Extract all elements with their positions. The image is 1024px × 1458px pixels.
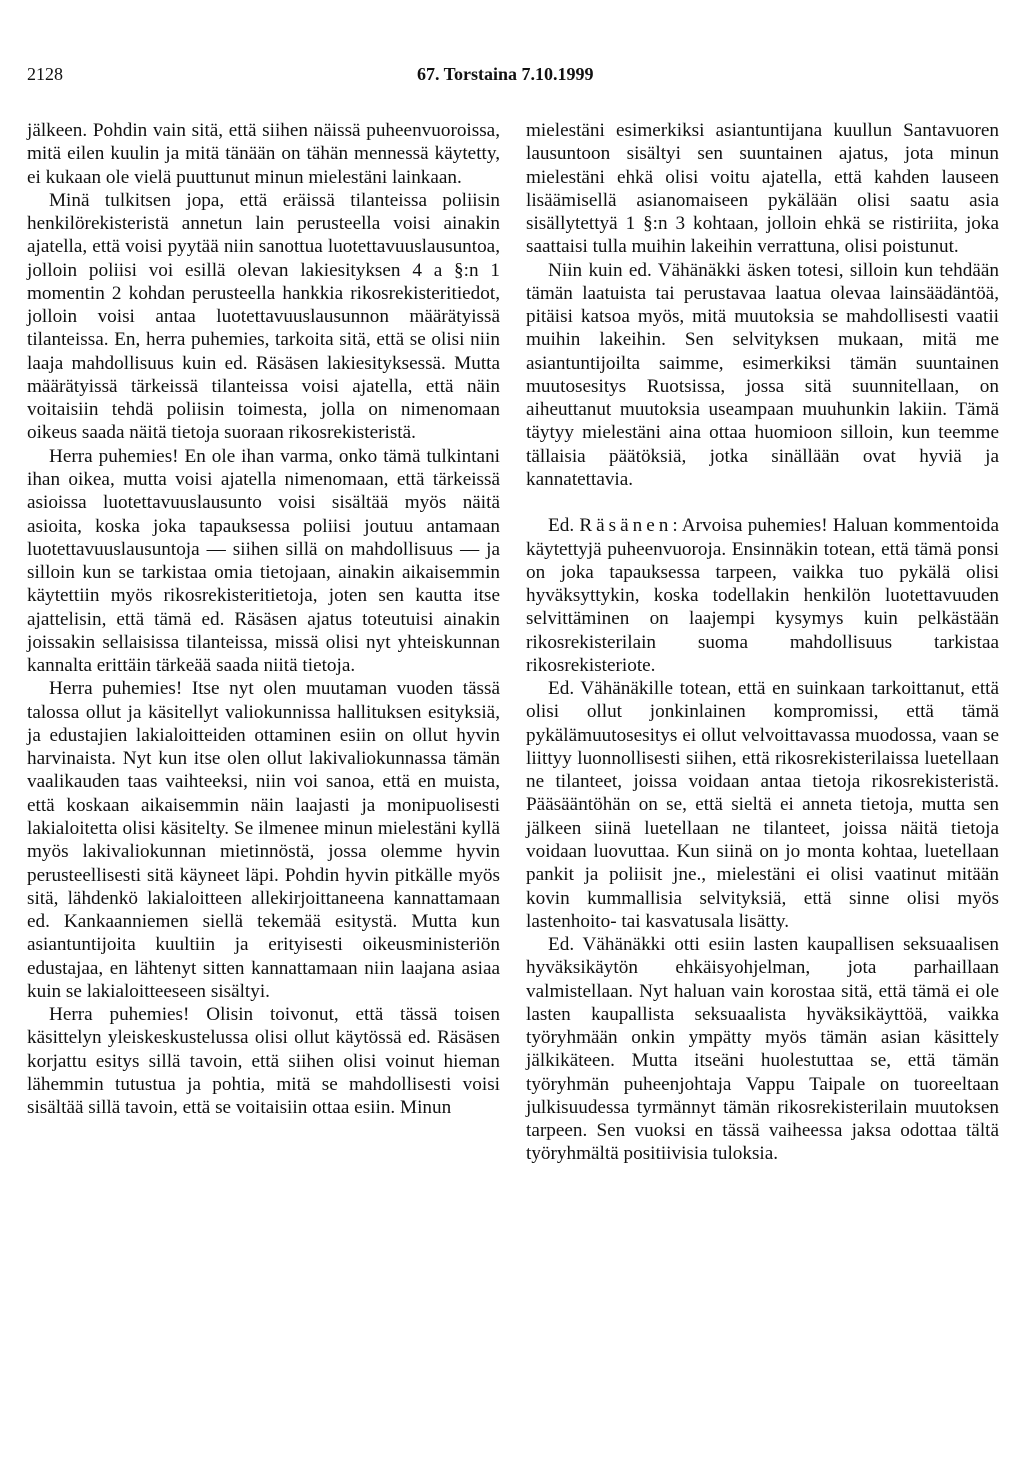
right-column xyxy=(526,119,999,1166)
speaker-prefix: Ed. xyxy=(548,515,580,537)
paragraph: mielestäni esimerkiksi asiantuntijana kuullun Santavuoren lausuntoon sisältyi sen suuntainen ajatus, jota minun mielestäni ehkä olisi voitu ajatella, että kahden lauseen lisäämisellä asianomaiseen pykälään olisi saatu asia sisällytettyä 1 §:n 3 kohtaan, jolloin ehkä se ristiriita, joka saattaisi tulla muihin lakeihin verrattuna, olisi poistunut. xyxy=(526,120,999,258)
page-number: 2128 xyxy=(27,64,63,84)
paragraph: Ed. Vähänäkille totean, että en suinkaan tarkoittanut, että olisi ollut jonkinlainen kompromissi, että tämä pykälämuutosesitys ei ollut velvoittavassa muodossa, vaan se liittyy luonnollisesti siihen, että rikosrekisterilaissa luetellaan ne tilanteet, joissa voidaan antaa tietoja rikosrekisteristä. Pääsääntöhän on se, että sieltä ei anneta tietoja, mutta sen jälkeen siinä luetellaan ne tilanteet, joissa näitä tietoja voidaan luovuttaa. Kun siinä on jo monta kohtaa, luetellaan pankit ja poliisit jne., mielestäni ei olisi vaatinut mitään kovin kummallisia selvityksiä, että sinne olisi myös lastenhoito- tai kasvatusala lisätty. xyxy=(526,678,999,932)
session-title: 67. Torstaina 7.10.1999 xyxy=(417,64,594,84)
paragraph: Herra puhemies! Olisin toivonut, että tässä toisen käsittelyn yleiskeskustelussa olisi ollut käytössä ed. Räsäsen korjattu esitys sillä tavoin, että siihen olisi voinut hieman lähemmin tutustua ja pohtia, mitä se mahdollisesti voisi sisältää sillä tavoin, että se voitaisiin ottaa esiin. Minun xyxy=(27,1004,500,1119)
speaker-name: Räsänen xyxy=(579,515,673,537)
paragraph: Minä tulkitsen jopa, että eräissä tilanteissa poliisin henkilörekisteristä annetun lain perusteella voisi ainakin ajatella, että voisi pyytää niin sanottua luotettavuuslausuntoa, jolloin poliisi voi esillä olevan lakiesityksen 4 a §:n 1 momentin 2 kohdan perusteella hankkia rikosrekisteritiedot, jolloin voisi antaa luotettavuuslausunnon määrätyissä tilanteissa. En, herra puhemies, tarkoita sitä, että se olisi niin laaja mahdollisuus kuin ed. Räsäsen lakiesityksessä. Mutta määrätyissä tärkeissä tilanteissa voisi ajatella, että näin voitaisiin tehdä poliisin toimesta, jolla on nimenomaan oikeus saada näitä tietoja suoraan rikosrekisteristä. xyxy=(27,189,500,444)
paragraph: jälkeen. Pohdin vain sitä, että siihen näissä puheenvuoroissa, mitä eilen kuulin ja mitä tänään on tähän mennessä käytetty, ei kukaan ole vielä puuttunut minun mielestäni lainkaan. xyxy=(27,120,500,188)
paragraph: Niin kuin ed. Vähänäkki äsken totesi, silloin kun tehdään tämän laatuista tai perustavaa laatua olevaa lainsäädäntöä, pitäisi katsoa myös, mitä muutoksia se mahdollisesti vaatii muihin lakeihin. Sen selvityksen mukaan, mitä me asiantuntijoilta saimme, esimerkiksi tämän suuntainen muutosesitys Ruotsissa, jossa sitä suunnitellaan, on aiheuttanut muutoksia useampaan muuhunkin lakiin. Tämä täytyy mielestäni aina ottaa huomioon silloin, kun teemme tällaisia päätöksiä, jotka sinällään ovat hyviä ja kannatettavia. xyxy=(526,259,999,490)
paragraph: Ed. Vähänäkki otti esiin lasten kaupallisen seksuaalisen hyväksikäytön ehkäisyohjelman, jota parhaillaan valmistellaan. Nyt haluan vain korostaa sitä, että tämä ei ole lasten kaupallista seksuaalista hyväksikäyttöä, vaikka työryhmään onkin ympätty myös tämän asian käsittely jälkikäteen. Mutta itseäni huolestuttaa se, että tämän työryhmän puheenjohtaja Vappu Taipale on tuoreeltaan julkisuudessa tyrmännyt tämän rikosrekisterilain muutoksen tarpeen. Sen vuoksi en tässä vaiheessa jaksa odottaa tältä työryhmältä positiivisia tuloksia. xyxy=(526,934,999,1165)
paragraph: Herra puhemies! En ole ihan varma, onko tämä tulkintani ihan oikea, mutta voisi ajatella nimenomaan, että tärkeissä asioissa luotettavuuslausunto voisi sisältää myös näitä asioita, koska joka tapauksessa poliisi joutuu antamaan luotettavuuslausuntoja — siihen sillä on mahdollisuus — ja silloin kun se tarkistaa omia tietojaan, ainakin aikaisemmin käytettiin myös rikosrekisteritietoja, joten sen kautta itse ajattelisin, että tämä ed. Räsäsen ajatus toteutuisi ainakin joissakin sellaisissa tilanteissa, missä olisi nyt yhteiskunnan kannalta erittäin tärkeää saada niitä tietoja. xyxy=(27,445,500,677)
speaker-text: : Arvoisa puhemies! Haluan kommentoida käytettyjä puheenvuoroja. Ensinnäkin totean, että tämä ponsi on joka tapauksessa tarpeen, vaikka tuo pykälä olisi hyväksyttykin, koska todellakin henkilön luotettavuuden selvittäminen on laajempi kysymys kuin pelkästään rikosrekisterilain suoma mahdollisuus tarkistaa rikosrekisteriote. xyxy=(526,515,999,676)
speaker-paragraph xyxy=(526,514,999,677)
left-column xyxy=(27,119,500,1119)
page-header xyxy=(27,62,999,86)
paragraph: Herra puhemies! Itse nyt olen muutaman vuoden tässä talossa ollut ja käsitellyt valiokunnissa hallituksen esityksiä, ja edustajien lakialoitteiden ottaminen esiin on ollut hyvin harvinaista. Nyt kun itse olen ollut lakivaliokunnassa tämän vaalikauden taas vaihteeksi, niin voi sanoa, että en muista, että koskaan aikaisemmin näin laajasti ja monipuolisesti lakialoitetta olisi käsitelty. Se ilmenee minun mielestäni kyllä myös lakivaliokunnan mietinnöstä, jossa olemme hyvin perusteellisesti sitä käyneet läpi. Pohdin hyvin pitkälle myös sitä, lähdenkö lakialoitteen allekirjoittaneena kannattamaan ed. Kankaanniemen siellä tekemää esitystä. Mutta kun asiantuntijoita kuultiin ja erityisesti oikeusministeriön edustajaa, en lähtenyt sitten kannattamaan niin laajana asiaa kuin se lakialoitteeseen sisältyi. xyxy=(27,678,500,1002)
